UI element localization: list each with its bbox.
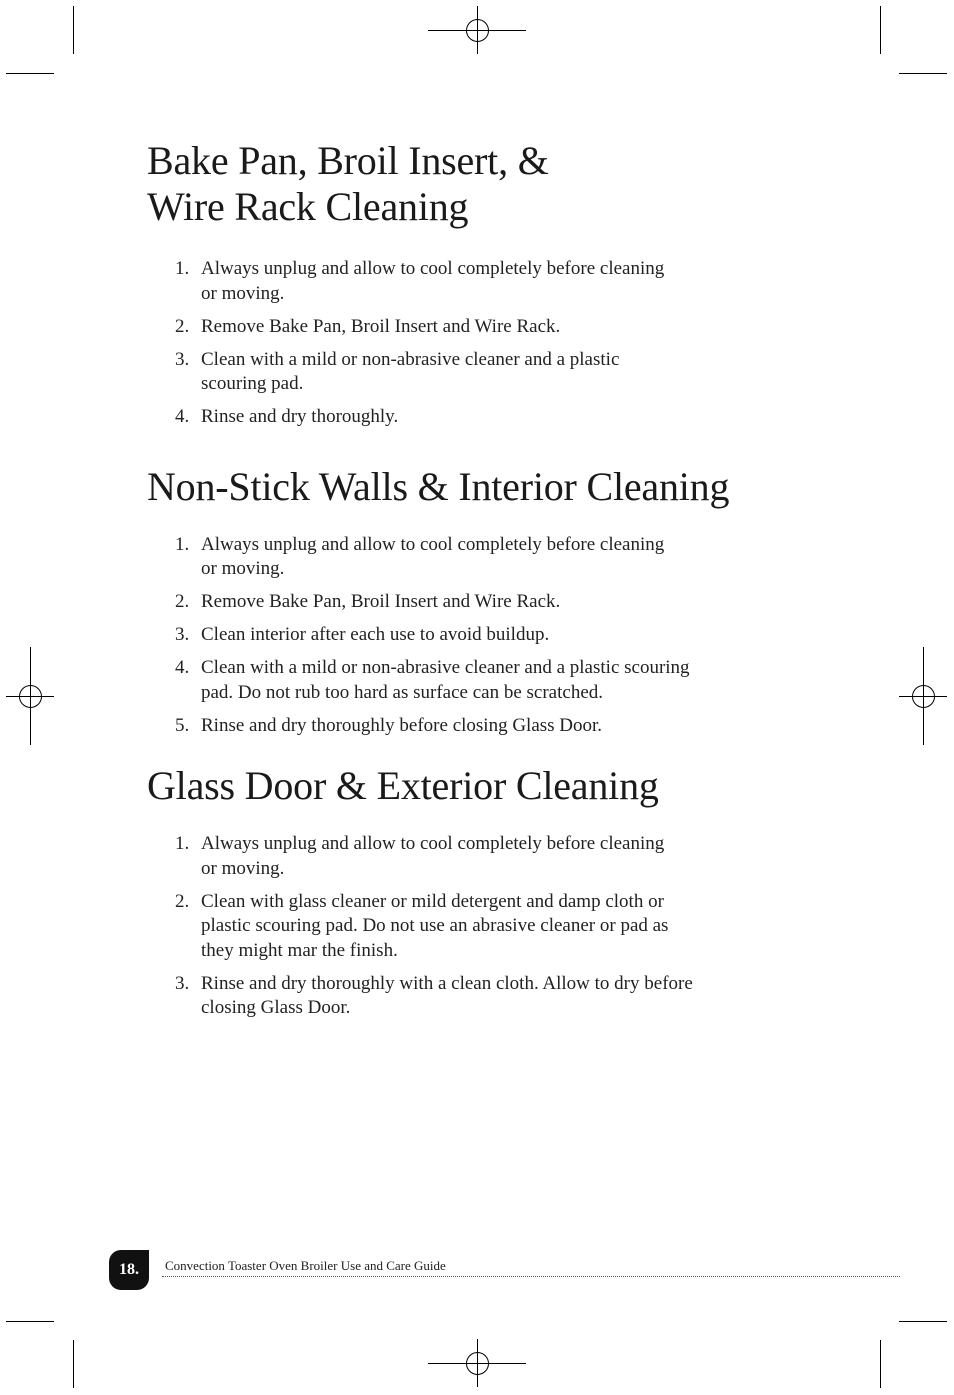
step-text: Clean with a mild or non-abrasive cleaner and a plastic: [201, 348, 620, 370]
step-number: 4.: [175, 406, 190, 427]
registration-circle: [466, 19, 489, 42]
title-line: Wire Rack Cleaning: [147, 184, 469, 229]
step-text: Clean interior after each use to avoid buildup.: [201, 624, 550, 645]
step-number: 1.: [175, 833, 190, 854]
step-number: 3.: [175, 348, 190, 370]
crop-mark: [899, 1321, 947, 1322]
step-number: 1.: [175, 533, 190, 555]
step-item: [147, 533, 807, 582]
step-list: [147, 832, 807, 1021]
step-text: they might mar the finish.: [201, 939, 398, 961]
step-item: [147, 714, 807, 739]
step-text: or moving.: [201, 282, 285, 304]
step-text: Remove Bake Pan, Broil Insert and Wire Rack.: [201, 591, 561, 612]
step-item: [147, 315, 807, 340]
step-text: Clean with glass cleaner or mild detergent and damp cloth or: [201, 890, 664, 912]
step-text: Always unplug and allow to cool completely before cleaning: [201, 533, 665, 555]
title-line: Bake Pan, Broil Insert, &: [147, 138, 549, 183]
crop-mark: [73, 6, 74, 54]
title-line: Non-Stick Walls & Interior Cleaning: [147, 463, 730, 509]
section-interior-cleaning: [147, 464, 807, 739]
section-bake-pan-cleaning: [147, 138, 807, 430]
step-item: [147, 832, 807, 881]
footer-dotted-rule: [162, 1276, 900, 1277]
step-item: [147, 257, 807, 306]
step-item: [147, 623, 807, 648]
step-text: plastic scouring pad. Do not use an abrasive cleaner or pad as: [201, 915, 669, 936]
step-number: 5.: [175, 714, 190, 736]
section-title: [147, 763, 807, 809]
step-text: Rinse and dry thoroughly.: [201, 406, 399, 427]
step-text: Rinse and dry thoroughly with a clean cloth. Allow to dry before: [201, 972, 693, 994]
step-list: [147, 533, 807, 739]
crop-mark: [899, 73, 947, 74]
step-text: Always unplug and allow to cool completely before cleaning: [201, 833, 665, 854]
step-number: 2.: [175, 315, 190, 337]
section-title: [147, 138, 807, 230]
step-text: or moving.: [201, 857, 285, 879]
page-content: [147, 138, 807, 1029]
step-item: [147, 656, 807, 705]
step-list: [147, 257, 807, 430]
step-text: Always unplug and allow to cool completely before cleaning: [201, 258, 665, 279]
crop-mark: [73, 1340, 74, 1388]
step-text: scouring pad.: [201, 373, 304, 394]
step-item: [147, 890, 807, 964]
step-number: 3.: [175, 624, 190, 645]
step-item: [147, 590, 807, 615]
step-text: pad. Do not rub too hard as surface can be scratched.: [201, 681, 604, 703]
step-number: 2.: [175, 890, 190, 912]
step-text: Rinse and dry thoroughly before closing Glass Door.: [201, 714, 603, 736]
step-text: or moving.: [201, 558, 285, 579]
page-number: 18.: [119, 1261, 139, 1278]
title-line: Glass Door & Exterior Cleaning: [147, 763, 659, 808]
step-number: 2.: [175, 591, 190, 612]
registration-circle: [466, 1352, 489, 1375]
page-number-badge: [109, 1250, 149, 1290]
step-text: Remove Bake Pan, Broil Insert and Wire Rack.: [201, 315, 561, 337]
section-title: [147, 464, 807, 510]
step-text: closing Glass Door.: [201, 997, 351, 1018]
registration-circle: [19, 685, 42, 708]
footer-guide-title: Convection Toaster Oven Broiler Use and Care Guide: [165, 1258, 446, 1273]
step-number: 4.: [175, 657, 190, 678]
step-text: Clean with a mild or non-abrasive cleaner and a plastic scouring: [201, 657, 690, 678]
step-item: [147, 348, 807, 397]
crop-mark: [880, 6, 881, 54]
step-item: [147, 405, 807, 430]
step-item: [147, 972, 807, 1021]
crop-mark: [6, 1321, 54, 1322]
step-number: 1.: [175, 258, 190, 279]
crop-mark: [6, 73, 54, 74]
step-number: 3.: [175, 972, 190, 994]
registration-circle: [912, 685, 935, 708]
crop-mark: [880, 1340, 881, 1388]
section-exterior-cleaning: [147, 763, 807, 1021]
